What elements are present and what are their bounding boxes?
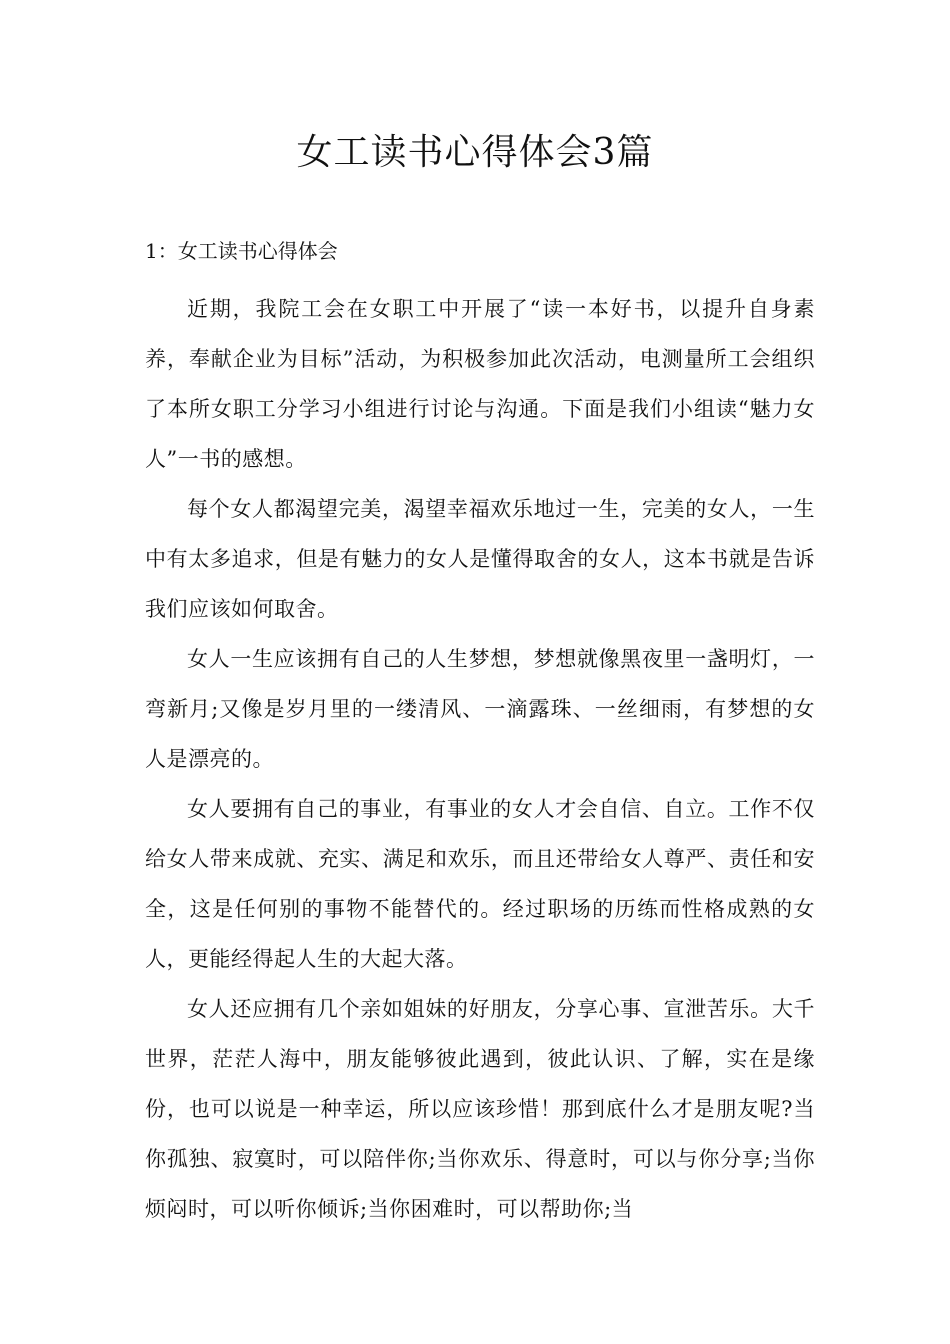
paragraph: 女人要拥有自己的事业，有事业的女人才会自信、自立。工作不仅给女人带来成就、充实、满足和欢乐，而且还带给女人尊严、责任和安全，这是任何别的事物不能替代的。经过职场的历练而性格成熟的女人，更能经得起人生的大起大落。 [145, 797, 815, 971]
paragraph: 近期，我院工会在女职工中开展了“读一本好书，以提升自身素养，奉献企业为目标”活动，为积极参加此次活动，电测量所工会组织了本所女职工分学习小组进行讨论与沟通。下面是我们小组读“魅力女人”一书的感想。 [145, 297, 815, 471]
document-body [145, 284, 815, 1234]
paragraph: 女人一生应该拥有自己的人生梦想，梦想就像黑夜里一盏明灯，一弯新月;又像是岁月里的一缕清风、一滴露珠、一丝细雨，有梦想的女人是漂亮的。 [145, 647, 815, 771]
section-heading: 1：女工读书心得体会 [145, 239, 338, 263]
paragraph: 每个女人都渴望完美，渴望幸福欢乐地过一生，完美的女人，一生中有太多追求，但是有魅力的女人是懂得取舍的女人，这本书就是告诉我们应该如何取舍。 [145, 497, 815, 621]
paragraph: 女人还应拥有几个亲如姐妹的好朋友，分享心事、宣泄苦乐。大千世界，茫茫人海中，朋友能够彼此遇到，彼此认识、了解，实在是缘份，也可以说是一种幸运，所以应该珍惜！那到底什么才是朋友呢?当你孤独、寂寞时，可以陪伴你;当你欢乐、得意时，可以与你分享;当你烦闷时，可以听你倾诉;当你困难时，可以帮助你;当 [145, 997, 815, 1221]
document-title: 女工读书心得体会3篇 [296, 132, 654, 173]
